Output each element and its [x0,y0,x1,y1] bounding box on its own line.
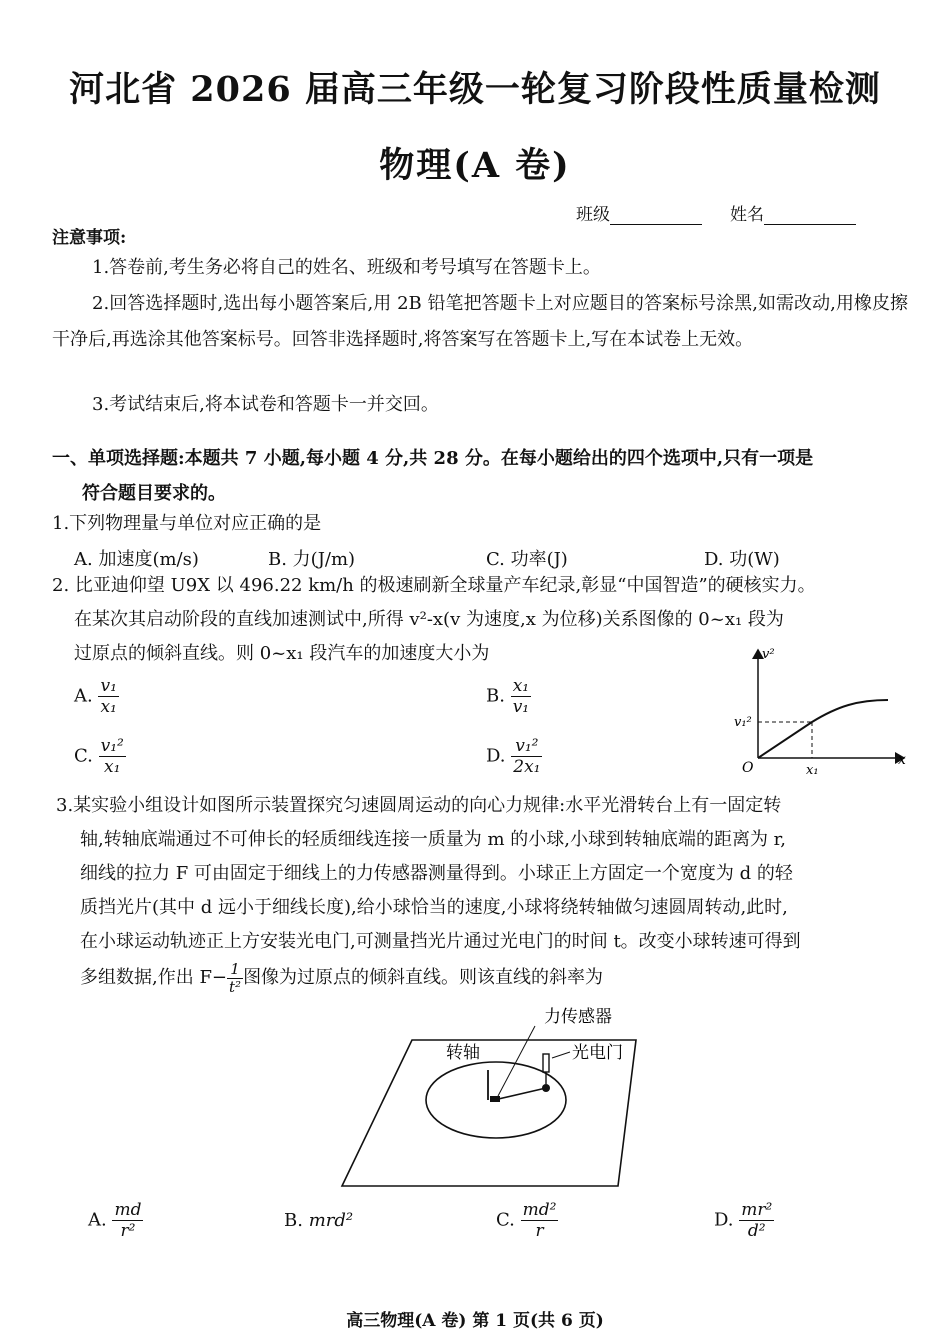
q3-gate-leader [552,1052,570,1058]
q3-line-5: 在小球运动轨迹正上方安装光电门,可测量挡光片通过光电门的时间 t。改变小球转速可得到 [80,931,801,952]
q3-sensor-label: 力传感器 [544,1007,612,1027]
q3-gate-label: 光电门 [572,1043,623,1063]
q2-line-2: 在某次其启动阶段的直线加速测试中,所得 v²-x(v 为速度,x 为位移)关系图像的 0~x₁ 段为 [74,609,784,630]
q2-option-a-label: A. [74,685,93,707]
notice-item-3: 3.考试结束后,将本试卷和答题卡一并交回。 [92,394,439,415]
q3-force-sensor-block [490,1096,500,1102]
q2-option-b-label: B. [486,685,505,707]
q2-option-c [74,736,126,777]
q3-sensor-leader [498,1026,535,1096]
q3-option-a [88,1200,143,1241]
name-field [730,200,856,225]
q2-option-d [486,736,542,777]
q3-photogate [543,1054,549,1072]
q3-axis-label: 转轴 [446,1043,480,1063]
q3-line-4: 质挡光片(其中 d 远小于细线长度),给小球恰当的速度,小球将绕转轴做匀速圆周转动,此时, [80,897,788,918]
q1-option-a: A. 加速度(m/s) [74,549,199,570]
q3-option-c-label: C. [496,1209,515,1231]
q2-y-label: v² [762,647,775,662]
page-footer: 高三物理(A 卷) 第 1 页(共 6 页) [346,1311,604,1331]
q3-line-1: 3.某实验小组设计如图所示装置探究匀速圆周运动的向心力规律:水平光滑转台上有一固定转 [56,795,782,816]
notice-item-2: 2.回答选择题时,选出每小题答案后,用 2B 铅笔把答题卡上对应题目的答案标号涂黑,如需改动,用橡皮擦干净后,再选涂其他答案标号。回答非选择题时,将答案写在答题卡上,写在本试卷上无效。 [52,293,908,350]
q3-option-d [714,1200,774,1241]
q3-line-6-post: 图像为过原点的倾斜直线。则该直线的斜率为 [243,967,604,988]
q3-option-c-fraction: $\frac{\text{md²}}{r}$ [522,1200,557,1241]
q1-option-b: B. 力(J/m) [268,549,356,570]
section-heading-cont: 符合题目要求的。 [82,483,226,504]
class-field [576,200,702,225]
q2-option-c-label: C. [74,745,93,767]
q3-option-b [284,1210,353,1231]
q2-graph [728,640,918,780]
q2-line-1: 2. 比亚迪仰望 U9X 以 496.22 km/h 的极速刷新全球量产车纪录,彰显“中国智造”的硬核实力。 [52,575,816,596]
q2-option-d-fraction: $\frac{\text{v₁²}}{\text{2x₁}}$ [513,736,541,777]
q1-stem: 1.下列物理量与单位对应正确的是 [52,513,322,534]
q3-line-3: 细线的拉力 F 可由固定于细线上的力传感器测量得到。小球正上方固定一个宽度为 d 的轻 [80,863,793,884]
q2-option-b [486,676,531,717]
q3-inline-fraction: $\frac{1}{\text{t²}}$ [229,959,242,996]
q2-curve [758,700,888,758]
q2-origin-label: O [742,760,754,776]
q3-option-c [496,1200,558,1241]
section-heading: 一、单项选择题:本题共 7 小题,每小题 4 分,共 28 分。在每小题给出的四个选项中,只有一项是 [52,448,814,469]
q3-option-a-label: A. [88,1209,107,1231]
class-label: 班级 [576,205,610,225]
q3-line-2: 轴,转轴底端通过不可伸长的轻质细线连接一质量为 m 的小球,小球到转轴底端的距离为 r, [80,829,787,850]
q2-option-d-label: D. [486,745,506,767]
q3-option-d-label: D. [714,1209,734,1231]
q3-line-6-pre: 多组数据,作出 F− [80,967,228,988]
page-title: 河北省 2026 届高三年级一轮复习阶段性质量检测 [69,69,881,110]
q3-option-b-label: B. [284,1210,303,1231]
q2-option-b-fraction: $\frac{\text{x₁}}{\text{v₁}}$ [512,676,530,717]
q2-x-label: x [898,752,906,768]
q2-option-c-fraction: $\frac{\text{v₁²}}{\text{x₁}}$ [100,736,124,777]
name-blank [764,208,856,225]
q3-ball [542,1084,550,1092]
q1-option-c: C. 功率(J) [486,549,568,570]
q3-figure [330,1000,650,1190]
q1-option-d: D. 功(W) [704,549,780,570]
q3-option-d-fraction: $\frac{\text{mr²}}{\text{d²}}$ [741,1200,773,1241]
q2-x1-label: x₁ [806,763,819,778]
name-label: 姓名 [730,205,764,225]
q3-line-6 [80,960,603,996]
page-subtitle: 物理(A 卷) [379,145,571,186]
q2-v1sq-label: v₁² [734,715,752,730]
q2-line-3: 过原点的倾斜直线。则 0~x₁ 段汽车的加速度大小为 [74,643,490,664]
notice-heading: 注意事项: [52,228,127,248]
q3-option-a-fraction: $\frac{md}{\text{r²}}$ [114,1200,142,1241]
notice-item-1: 1.答卷前,考生务必将自己的姓名、班级和考号填写在答题卡上。 [92,257,601,278]
q3-option-b-value: mrd² [308,1210,354,1231]
class-blank [610,208,702,225]
q2-option-a-fraction: $\frac{\text{v₁}}{\text{x₁}}$ [100,676,117,717]
q2-option-a [74,676,119,717]
